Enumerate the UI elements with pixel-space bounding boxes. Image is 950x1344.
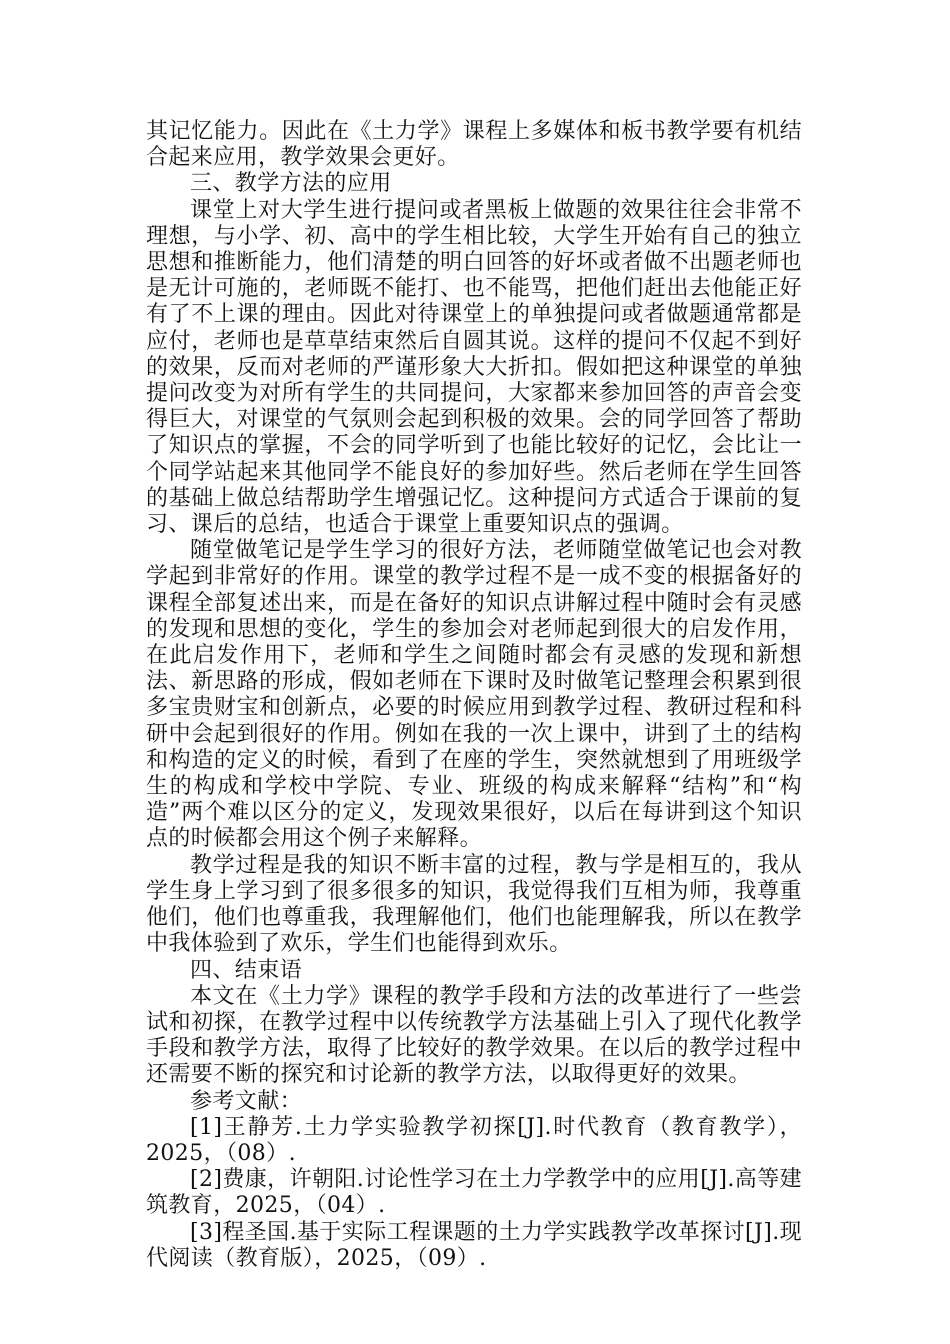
reference-item: [2]费康，许朝阳.讨论性学习在土力学教学中的应用[J].高等建筑教育，2025，（04）. bbox=[146, 1167, 802, 1219]
paragraph-continuation: 其记忆能力。因此在《土力学》课程上多媒体和板书教学要有机结合起来应用，教学效果会更好。 bbox=[146, 119, 802, 171]
document-body bbox=[146, 119, 802, 1272]
paragraph-classroom-questions: 课堂上对大学生进行提问或者黑板上做题的效果往往会非常不理想，与小学、初、高中的学生相比较，大学生开始有自己的独立思想和推断能力，他们清楚的明白回答的好坏或者做不出题老师也是无计可施的，老师既不能打、也不能骂，把他们赶出去他能正好有了不上课的理由。因此对待课堂上的单独提问或者做题通常都是应付，老师也是草草结束然后自圆其说。这样的提问不仅起不到好的效果，反而对老师的严谨形象大大折扣。假如把这种课堂的单独提问改变为对所有学生的共同提问，大家都来参加回答的声音会变得巨大，对课堂的气氛则会起到积极的效果。会的同学回答了帮助了知识点的掌握，不会的同学听到了也能比较好的记忆，会比让一个同学站起来其他同学不能良好的参加好些。然后老师在学生回答的基础上做总结帮助学生增强记忆。这种提问方式适合于课前的复习、课后的总结，也适合于课堂上重要知识点的强调。 bbox=[146, 197, 802, 538]
section-heading-conclusion: 四、结束语 bbox=[190, 957, 303, 983]
reference-item: [1]王静芳.土力学实验教学初探[J].时代教育（教育教学），2025，（08）. bbox=[146, 1114, 802, 1166]
references-heading: 参考文献： bbox=[190, 1088, 303, 1114]
section-heading-teaching-methods: 三、教学方法的应用 bbox=[190, 171, 392, 197]
paragraph-note-taking: 随堂做笔记是学生学习的很好方法，老师随堂做笔记也会对教学起到非常好的作用。课堂的教学过程不是一成不变的根据备好的课程全部复述出来，而是在备好的知识点讲解过程中随时会有灵感的发现和思想的变化，学生的参加会对老师起到很大的启发作用，在此启发作用下，老师和学生之间随时都会有灵感的发现和新想法、新思路的形成，假如老师在下课时及时做笔记整理会积累到很多宝贵财宝和创新点，必要的时候应用到教学过程、教研过程和科研中会起到很好的作用。例如在我的一次上课中，讲到了土的结构和构造的定义的时候，看到了在座的学生，突然就想到了用班级学生的构成和学校中学院、专业、班级的构成来解释“结构”和“构造”两个难以区分的定义，发现效果很好，以后在每讲到这个知识点的时候都会用这个例子来解释。 bbox=[146, 538, 802, 852]
paragraph-conclusion: 本文在《土力学》课程的教学手段和方法的改革进行了一些尝试和初探，在教学过程中以传统教学方法基础上引入了现代化教学手段和教学方法，取得了比较好的教学效果。在以后的教学过程中还需要不断的探究和讨论新的教学方法，以取得更好的效果。 bbox=[146, 983, 802, 1088]
paragraph-teaching-process: 教学过程是我的知识不断丰富的过程，教与学是相互的，我从学生身上学习到了很多很多的知识，我觉得我们互相为师，我尊重他们，他们也尊重我，我理解他们，他们也能理解我，所以在教学中我体验到了欢乐，学生们也能得到欢乐。 bbox=[146, 852, 802, 957]
reference-item: [3]程圣国.基于实际工程课题的土力学实践教学改革探讨[J].现代阅读（教育版），2025，（09）. bbox=[146, 1219, 802, 1271]
